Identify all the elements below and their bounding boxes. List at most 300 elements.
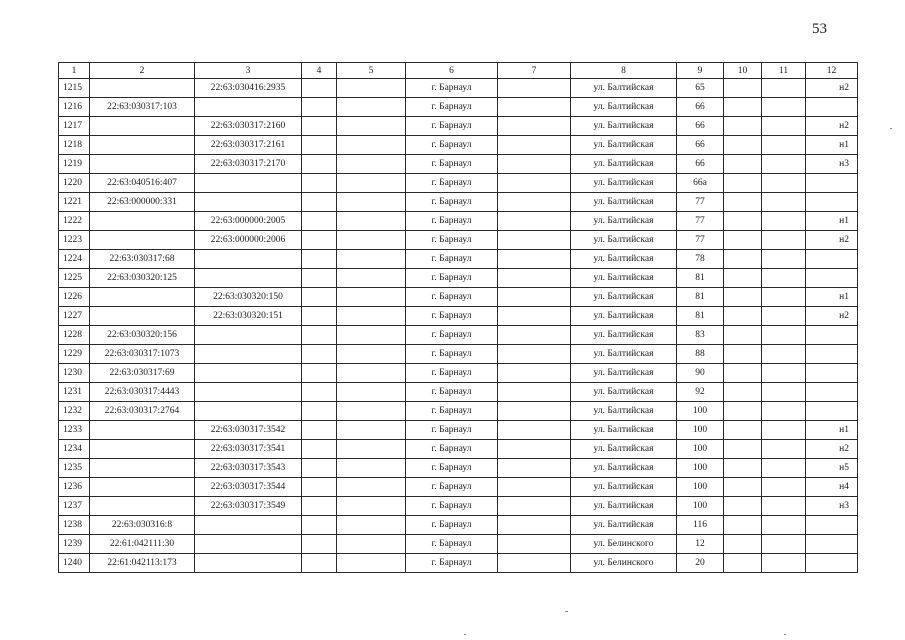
cell-col-10: [724, 98, 762, 117]
table-row: [59, 250, 858, 269]
cell-col-6: г. Барнаул: [406, 231, 498, 250]
cell-col-5: [337, 174, 406, 193]
cell-col-7: [498, 155, 571, 174]
cell-col-1: 1219: [59, 155, 90, 174]
cell-col-1: 1220: [59, 174, 90, 193]
cell-col-3: [195, 250, 302, 269]
cell-col-11: [762, 345, 806, 364]
cell-col-12: [806, 535, 858, 554]
cell-col-10: [724, 326, 762, 345]
cell-col-10: [724, 402, 762, 421]
cell-col-12: [806, 383, 858, 402]
cell-col-9: 90: [677, 364, 724, 383]
table-row: [59, 516, 858, 535]
cell-col-10: [724, 231, 762, 250]
cell-col-6: г. Барнаул: [406, 421, 498, 440]
cell-col-8: ул. Балтийская: [571, 364, 677, 383]
cell-col-4: [302, 326, 337, 345]
cell-col-10: [724, 269, 762, 288]
cell-col-5: [337, 231, 406, 250]
cell-col-3: 22:63:030317:3543: [195, 459, 302, 478]
cell-col-3: [195, 345, 302, 364]
cell-col-4: [302, 402, 337, 421]
cell-col-2: [90, 136, 195, 155]
cell-col-10: [724, 478, 762, 497]
table-row: [59, 155, 858, 174]
cell-col-1: 1233: [59, 421, 90, 440]
cell-col-5: [337, 497, 406, 516]
cell-col-6: г. Барнаул: [406, 193, 498, 212]
cell-col-8: ул. Белинского: [571, 554, 677, 573]
cell-col-4: [302, 98, 337, 117]
cell-col-4: [302, 288, 337, 307]
cell-col-12: н4: [806, 478, 858, 497]
cell-col-1: 1218: [59, 136, 90, 155]
cell-col-6: г. Барнаул: [406, 288, 498, 307]
cell-col-3: 22:63:030320:150: [195, 288, 302, 307]
cell-col-12: н2: [806, 117, 858, 136]
cell-col-3: [195, 554, 302, 573]
cell-col-10: [724, 79, 762, 98]
cell-col-9: 100: [677, 402, 724, 421]
cell-col-4: [302, 193, 337, 212]
table-row: [59, 136, 858, 155]
cell-col-7: [498, 98, 571, 117]
cell-col-7: [498, 174, 571, 193]
cell-col-8: ул. Балтийская: [571, 345, 677, 364]
cell-col-4: [302, 459, 337, 478]
column-header-2: 2: [90, 63, 195, 79]
cell-col-4: [302, 516, 337, 535]
cell-col-6: г. Барнаул: [406, 497, 498, 516]
registry-table: [58, 62, 858, 573]
cell-col-8: ул. Балтийская: [571, 288, 677, 307]
cell-col-10: [724, 155, 762, 174]
cell-col-1: 1240: [59, 554, 90, 573]
cell-col-12: [806, 98, 858, 117]
cell-col-3: 22:63:030320:151: [195, 307, 302, 326]
cell-col-8: ул. Балтийская: [571, 269, 677, 288]
cell-col-5: [337, 402, 406, 421]
cell-col-5: [337, 516, 406, 535]
cell-col-6: г. Барнаул: [406, 535, 498, 554]
cell-col-1: 1239: [59, 535, 90, 554]
cell-col-5: [337, 345, 406, 364]
cell-col-12: [806, 345, 858, 364]
cell-col-12: н1: [806, 421, 858, 440]
cell-col-4: [302, 364, 337, 383]
cell-col-8: ул. Балтийская: [571, 136, 677, 155]
cell-col-1: 1217: [59, 117, 90, 136]
cell-col-4: [302, 269, 337, 288]
cell-col-10: [724, 516, 762, 535]
table-row: [59, 383, 858, 402]
cell-col-5: [337, 326, 406, 345]
cell-col-11: [762, 117, 806, 136]
cell-col-10: [724, 535, 762, 554]
cell-col-8: ул. Балтийская: [571, 79, 677, 98]
cell-col-3: [195, 364, 302, 383]
cell-col-7: [498, 288, 571, 307]
cell-col-5: [337, 478, 406, 497]
cell-col-5: [337, 269, 406, 288]
cell-col-11: [762, 269, 806, 288]
cell-col-9: 100: [677, 497, 724, 516]
cell-col-7: [498, 193, 571, 212]
table-row: [59, 345, 858, 364]
column-header-11: 11: [762, 63, 806, 79]
cell-col-3: 22:63:000000:2005: [195, 212, 302, 231]
cell-col-2: [90, 497, 195, 516]
cell-col-10: [724, 307, 762, 326]
cell-col-12: н1: [806, 136, 858, 155]
cell-col-11: [762, 459, 806, 478]
cell-col-9: 81: [677, 288, 724, 307]
cell-col-10: [724, 383, 762, 402]
cell-col-9: 100: [677, 421, 724, 440]
cell-col-6: г. Барнаул: [406, 383, 498, 402]
cell-col-1: 1230: [59, 364, 90, 383]
cell-col-10: [724, 250, 762, 269]
cell-col-4: [302, 136, 337, 155]
cell-col-1: 1227: [59, 307, 90, 326]
column-header-12: 12: [806, 63, 858, 79]
cell-col-4: [302, 79, 337, 98]
cell-col-2: 22:63:000000:331: [90, 193, 195, 212]
cell-col-10: [724, 212, 762, 231]
cell-col-11: [762, 383, 806, 402]
cell-col-2: 22:61:042113:173: [90, 554, 195, 573]
cell-col-6: г. Барнаул: [406, 307, 498, 326]
cell-col-3: 22:63:030317:3544: [195, 478, 302, 497]
table-row: [59, 421, 858, 440]
table-row: [59, 307, 858, 326]
column-header-10: 10: [724, 63, 762, 79]
table-row: [59, 288, 858, 307]
cell-col-2: [90, 478, 195, 497]
cell-col-9: 100: [677, 478, 724, 497]
cell-col-12: н2: [806, 307, 858, 326]
cell-col-9: 100: [677, 440, 724, 459]
cell-col-6: г. Барнаул: [406, 250, 498, 269]
cell-col-6: г. Барнаул: [406, 402, 498, 421]
cell-col-1: 1225: [59, 269, 90, 288]
cell-col-3: 22:63:030317:2161: [195, 136, 302, 155]
cell-col-4: [302, 421, 337, 440]
cell-col-3: [195, 326, 302, 345]
cell-col-8: ул. Балтийская: [571, 402, 677, 421]
cell-col-2: 22:63:030317:69: [90, 364, 195, 383]
cell-col-6: г. Барнаул: [406, 516, 498, 535]
table-row: [59, 554, 858, 573]
cell-col-1: 1232: [59, 402, 90, 421]
cell-col-11: [762, 497, 806, 516]
column-header-5: 5: [337, 63, 406, 79]
cell-col-6: г. Барнаул: [406, 364, 498, 383]
cell-col-7: [498, 421, 571, 440]
cell-col-3: 22:63:030317:2160: [195, 117, 302, 136]
cell-col-10: [724, 364, 762, 383]
cell-col-8: ул. Балтийская: [571, 174, 677, 193]
cell-col-4: [302, 383, 337, 402]
cell-col-1: 1229: [59, 345, 90, 364]
cell-col-2: [90, 288, 195, 307]
cell-col-12: н2: [806, 440, 858, 459]
cell-col-6: г. Барнаул: [406, 345, 498, 364]
cell-col-5: [337, 288, 406, 307]
cell-col-3: [195, 193, 302, 212]
cell-col-4: [302, 250, 337, 269]
cell-col-8: ул. Белинского: [571, 535, 677, 554]
table-row: [59, 440, 858, 459]
cell-col-5: [337, 459, 406, 478]
cell-col-4: [302, 231, 337, 250]
cell-col-1: 1216: [59, 98, 90, 117]
cell-col-10: [724, 497, 762, 516]
cell-col-10: [724, 193, 762, 212]
cell-col-5: [337, 383, 406, 402]
cell-col-2: 22:63:030317:68: [90, 250, 195, 269]
cell-col-3: [195, 269, 302, 288]
cell-col-2: 22:63:030317:2764: [90, 402, 195, 421]
cell-col-7: [498, 326, 571, 345]
cell-col-1: 1224: [59, 250, 90, 269]
cell-col-12: н1: [806, 288, 858, 307]
cell-col-3: [195, 402, 302, 421]
cell-col-7: [498, 231, 571, 250]
cell-col-5: [337, 212, 406, 231]
scan-speck: [565, 611, 568, 612]
cell-col-9: 81: [677, 269, 724, 288]
cell-col-1: 1221: [59, 193, 90, 212]
cell-col-5: [337, 193, 406, 212]
cell-col-5: [337, 117, 406, 136]
cell-col-2: [90, 440, 195, 459]
cell-col-11: [762, 421, 806, 440]
cell-col-12: [806, 402, 858, 421]
table-row: [59, 193, 858, 212]
cell-col-11: [762, 98, 806, 117]
cell-col-2: [90, 79, 195, 98]
table-row: [59, 364, 858, 383]
cell-col-5: [337, 554, 406, 573]
cell-col-7: [498, 307, 571, 326]
cell-col-12: н3: [806, 497, 858, 516]
table-row: [59, 231, 858, 250]
cell-col-9: 65: [677, 79, 724, 98]
cell-col-2: 22:63:030317:4443: [90, 383, 195, 402]
cell-col-9: 77: [677, 231, 724, 250]
scan-speck: [784, 634, 786, 635]
cell-col-8: ул. Балтийская: [571, 516, 677, 535]
cell-col-6: г. Барнаул: [406, 440, 498, 459]
table-row: [59, 269, 858, 288]
cell-col-6: г. Барнаул: [406, 98, 498, 117]
cell-col-4: [302, 478, 337, 497]
cell-col-4: [302, 497, 337, 516]
cell-col-7: [498, 478, 571, 497]
cell-col-7: [498, 250, 571, 269]
cell-col-2: [90, 155, 195, 174]
cell-col-9: 88: [677, 345, 724, 364]
cell-col-12: [806, 516, 858, 535]
cell-col-8: ул. Балтийская: [571, 421, 677, 440]
cell-col-8: ул. Балтийская: [571, 478, 677, 497]
cell-col-2: [90, 459, 195, 478]
cell-col-7: [498, 516, 571, 535]
cell-col-9: 20: [677, 554, 724, 573]
cell-col-12: [806, 269, 858, 288]
cell-col-9: 81: [677, 307, 724, 326]
cell-col-11: [762, 79, 806, 98]
cell-col-1: 1236: [59, 478, 90, 497]
cell-col-8: ул. Балтийская: [571, 155, 677, 174]
cell-col-7: [498, 136, 571, 155]
scan-speck: [464, 634, 466, 635]
cell-col-8: ул. Балтийская: [571, 212, 677, 231]
cell-col-12: н3: [806, 155, 858, 174]
column-header-7: 7: [498, 63, 571, 79]
cell-col-11: [762, 174, 806, 193]
cell-col-11: [762, 288, 806, 307]
cell-col-4: [302, 174, 337, 193]
table-row: [59, 174, 858, 193]
cell-col-11: [762, 516, 806, 535]
cell-col-7: [498, 497, 571, 516]
cell-col-3: [195, 98, 302, 117]
cell-col-11: [762, 364, 806, 383]
cell-col-11: [762, 155, 806, 174]
cell-col-4: [302, 155, 337, 174]
cell-col-11: [762, 535, 806, 554]
cell-col-9: 92: [677, 383, 724, 402]
cell-col-9: 66: [677, 155, 724, 174]
cell-col-8: ул. Балтийская: [571, 326, 677, 345]
cell-col-3: [195, 174, 302, 193]
cell-col-3: [195, 383, 302, 402]
cell-col-6: г. Барнаул: [406, 79, 498, 98]
cell-col-11: [762, 326, 806, 345]
column-header-9: 9: [677, 63, 724, 79]
scan-speck: [890, 128, 892, 129]
cell-col-7: [498, 212, 571, 231]
table-row: [59, 478, 858, 497]
cell-col-2: [90, 421, 195, 440]
cell-col-6: г. Барнаул: [406, 212, 498, 231]
cell-col-5: [337, 136, 406, 155]
column-header-6: 6: [406, 63, 498, 79]
cell-col-11: [762, 307, 806, 326]
header-row: [59, 63, 858, 79]
cell-col-11: [762, 212, 806, 231]
cell-col-8: ул. Балтийская: [571, 459, 677, 478]
cell-col-11: [762, 440, 806, 459]
cell-col-12: н5: [806, 459, 858, 478]
cell-col-8: ул. Балтийская: [571, 231, 677, 250]
cell-col-10: [724, 440, 762, 459]
cell-col-3: 22:63:000000:2006: [195, 231, 302, 250]
cell-col-5: [337, 535, 406, 554]
cell-col-10: [724, 554, 762, 573]
cell-col-6: г. Барнаул: [406, 269, 498, 288]
cell-col-1: 1215: [59, 79, 90, 98]
cell-col-5: [337, 440, 406, 459]
cell-col-12: н2: [806, 231, 858, 250]
cell-col-5: [337, 364, 406, 383]
cell-col-12: [806, 554, 858, 573]
table-row: [59, 117, 858, 136]
cell-col-1: 1237: [59, 497, 90, 516]
cell-col-2: [90, 231, 195, 250]
cell-col-11: [762, 250, 806, 269]
cell-col-10: [724, 421, 762, 440]
cell-col-10: [724, 459, 762, 478]
cell-col-10: [724, 136, 762, 155]
cell-col-10: [724, 174, 762, 193]
cell-col-7: [498, 440, 571, 459]
cell-col-4: [302, 345, 337, 364]
cell-col-8: ул. Балтийская: [571, 383, 677, 402]
cell-col-3: 22:63:030416:2935: [195, 79, 302, 98]
cell-col-2: 22:63:030316:8: [90, 516, 195, 535]
cell-col-3: [195, 535, 302, 554]
cell-col-2: 22:61:042111:30: [90, 535, 195, 554]
cell-col-8: ул. Балтийская: [571, 98, 677, 117]
cell-col-1: 1223: [59, 231, 90, 250]
cell-col-4: [302, 117, 337, 136]
cell-col-9: 12: [677, 535, 724, 554]
cell-col-11: [762, 136, 806, 155]
cell-col-2: 22:63:030320:125: [90, 269, 195, 288]
cell-col-11: [762, 478, 806, 497]
cell-col-6: г. Барнаул: [406, 155, 498, 174]
cell-col-5: [337, 307, 406, 326]
cell-col-1: 1234: [59, 440, 90, 459]
cell-col-8: ул. Балтийская: [571, 497, 677, 516]
cell-col-1: 1226: [59, 288, 90, 307]
table-row: [59, 98, 858, 117]
cell-col-12: [806, 174, 858, 193]
cell-col-12: [806, 193, 858, 212]
cell-col-8: ул. Балтийская: [571, 117, 677, 136]
cell-col-7: [498, 459, 571, 478]
column-header-3: 3: [195, 63, 302, 79]
cell-col-3: [195, 516, 302, 535]
cell-col-7: [498, 345, 571, 364]
cell-col-2: [90, 117, 195, 136]
table-row: [59, 535, 858, 554]
cell-col-4: [302, 535, 337, 554]
cell-col-12: [806, 250, 858, 269]
cell-col-6: г. Барнаул: [406, 117, 498, 136]
cell-col-5: [337, 98, 406, 117]
table-row: [59, 402, 858, 421]
cell-col-3: 22:63:030317:3542: [195, 421, 302, 440]
cell-col-11: [762, 193, 806, 212]
cell-col-7: [498, 269, 571, 288]
cell-col-2: 22:63:030320:156: [90, 326, 195, 345]
cell-col-1: 1231: [59, 383, 90, 402]
cell-col-6: г. Барнаул: [406, 136, 498, 155]
cell-col-6: г. Барнаул: [406, 554, 498, 573]
cell-col-10: [724, 288, 762, 307]
cell-col-1: 1222: [59, 212, 90, 231]
cell-col-3: 22:63:030317:3541: [195, 440, 302, 459]
cell-col-9: 66а: [677, 174, 724, 193]
cell-col-9: 66: [677, 136, 724, 155]
cell-col-2: [90, 212, 195, 231]
cell-col-7: [498, 383, 571, 402]
